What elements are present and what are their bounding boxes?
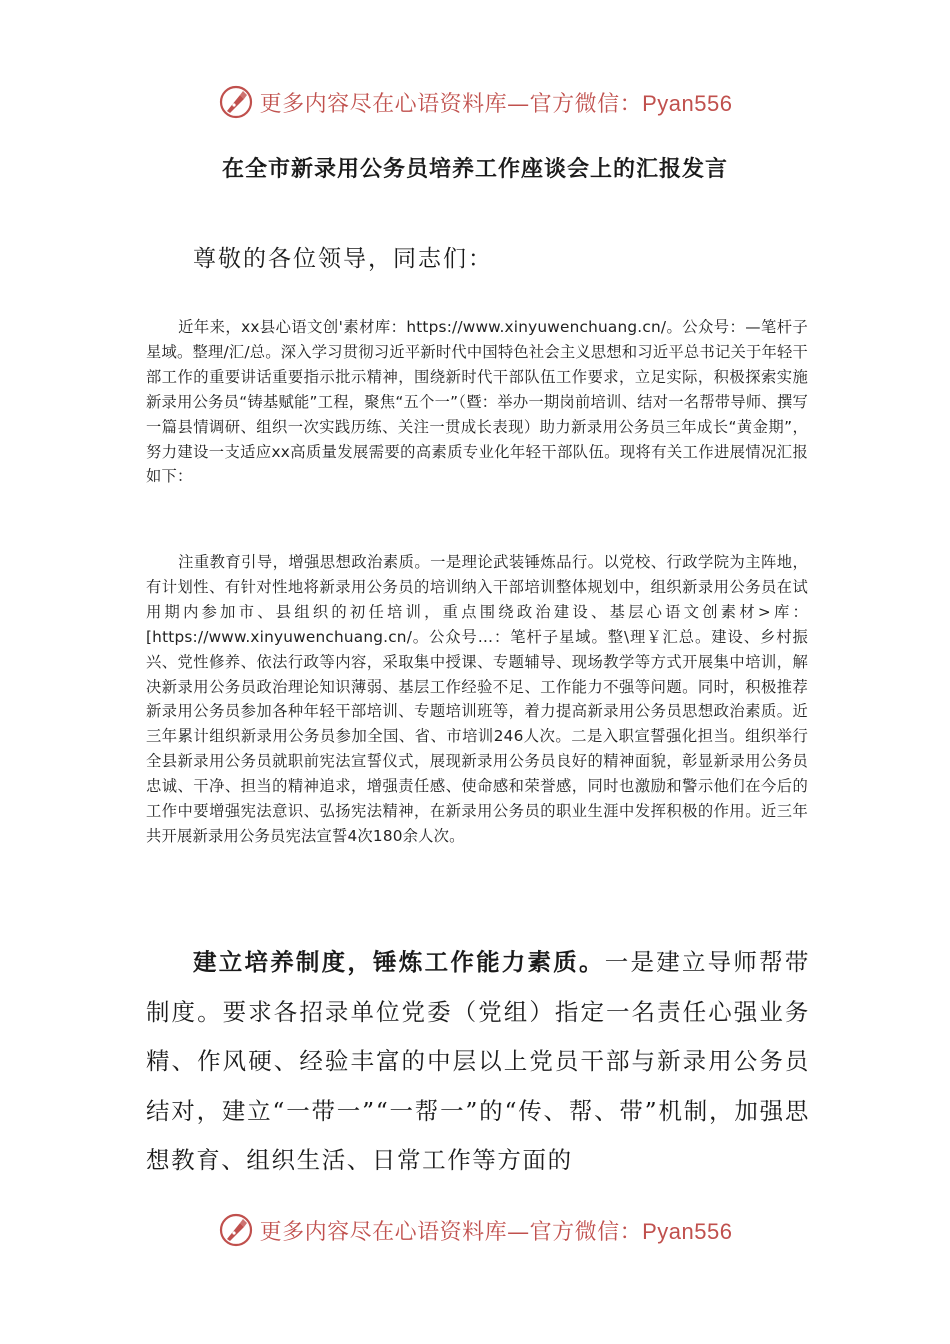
- watermark-banner-bottom: [0, 1208, 950, 1252]
- pen-nib-logo-icon: [218, 84, 254, 120]
- paragraph-training-system: [146, 938, 810, 1186]
- paragraph-education: 注重教育引导，增强思想政治素质。一是理论武装锤炼品行。以党校、行政学院为主阵地，有计划性、有针对性地将新录用公务员的培训纳入干部培训整体规划中，组织新录用公务员在试用期内参加市、县组织的初任培训，重点围绕政治建设、基层心语文创素材>库：[https://www.xinyuwenchuang.cn/。公众号…：笔杆子星域。整\理￥汇总。建设、乡村振兴、党性修养、依法行政等内容，采取集中授课、专题辅导、现场教学等方式开展集中培训，解决新录用公务员政治理论知识薄弱、基层工作经验不足、工作能力不强等问题。同时，积极推荐新录用公务员参加各种年轻干部培训、专题培训班等，着力提高新录用公务员思想政治素质。近三年累计组织新录用公务员参加全国、省、市培训246人次。二是入职宣誓强化担当。组织举行全县新录用公务员就职前宪法宣誓仪式，展现新录用公务员良好的精神面貌，彰显新录用公务员忠诚、干净、担当的精神追求，增强责任感、使命感和荣誉感，同时也激励和警示他们在今后的工作中要增强宪法意识、弘扬宪法精神，在新录用公务员的职业生涯中发挥积极的作用。近三年共开展新录用公务员宪法宣誓4次180余人次。: [146, 553, 808, 845]
- watermark-text: 更多内容尽在心语资料库—官方微信：Pyan556: [259, 90, 733, 117]
- salutation: 尊敬的各位领导，同志们：: [193, 246, 493, 272]
- paragraph-intro: 近年来，xx县心语文创'素材库：https://www.xinyuwenchuang.cn/。公众号：—笔杆子星域。整理/汇/总。深入学习贯彻习近平新时代中国特色社会主义思想和习近平总书记关于年轻干部工作的重要讲话重要指示批示精神，围绕新时代干部队伍工作要求，立足实际，积极探索实施新录用公务员“铸基赋能”工程，聚焦“五个一”（暨：举办一期岗前培训、结对一名帮带导师、撰写一篇县情调研、组织一次实践历练、关注一贯成长表现）助力新录用公务员三年成长“黄金期”，努力建设一支适应xx高质量发展需要的高素质专业化年轻干部队伍。现将有关工作进展情况汇报如下：: [146, 318, 808, 486]
- pen-nib-logo-icon: [218, 1212, 254, 1248]
- watermark-banner-top: [0, 80, 950, 124]
- wechat-id: Pyan556: [642, 90, 733, 116]
- document-title: 在全市新录用公务员培养工作座谈会上的汇报发言: [221, 157, 728, 182]
- paragraph-body: 一是建立导师帮带制度。要求各招录单位党委（党组）指定一名责任心强业务精、作风硬、经验丰富的中层以上党员干部与新录用公务员结对，建立“一带一”“一帮一”的“传、帮、带”机制，加强思想教育、组织生活、日常工作等方面的: [146, 948, 810, 1174]
- paragraph-heading: 建立培养制度，锤炼工作能力素质。: [193, 948, 605, 976]
- wechat-id: Pyan556: [642, 1218, 733, 1244]
- watermark-text: 更多内容尽在心语资料库—官方微信：Pyan556: [259, 1218, 733, 1245]
